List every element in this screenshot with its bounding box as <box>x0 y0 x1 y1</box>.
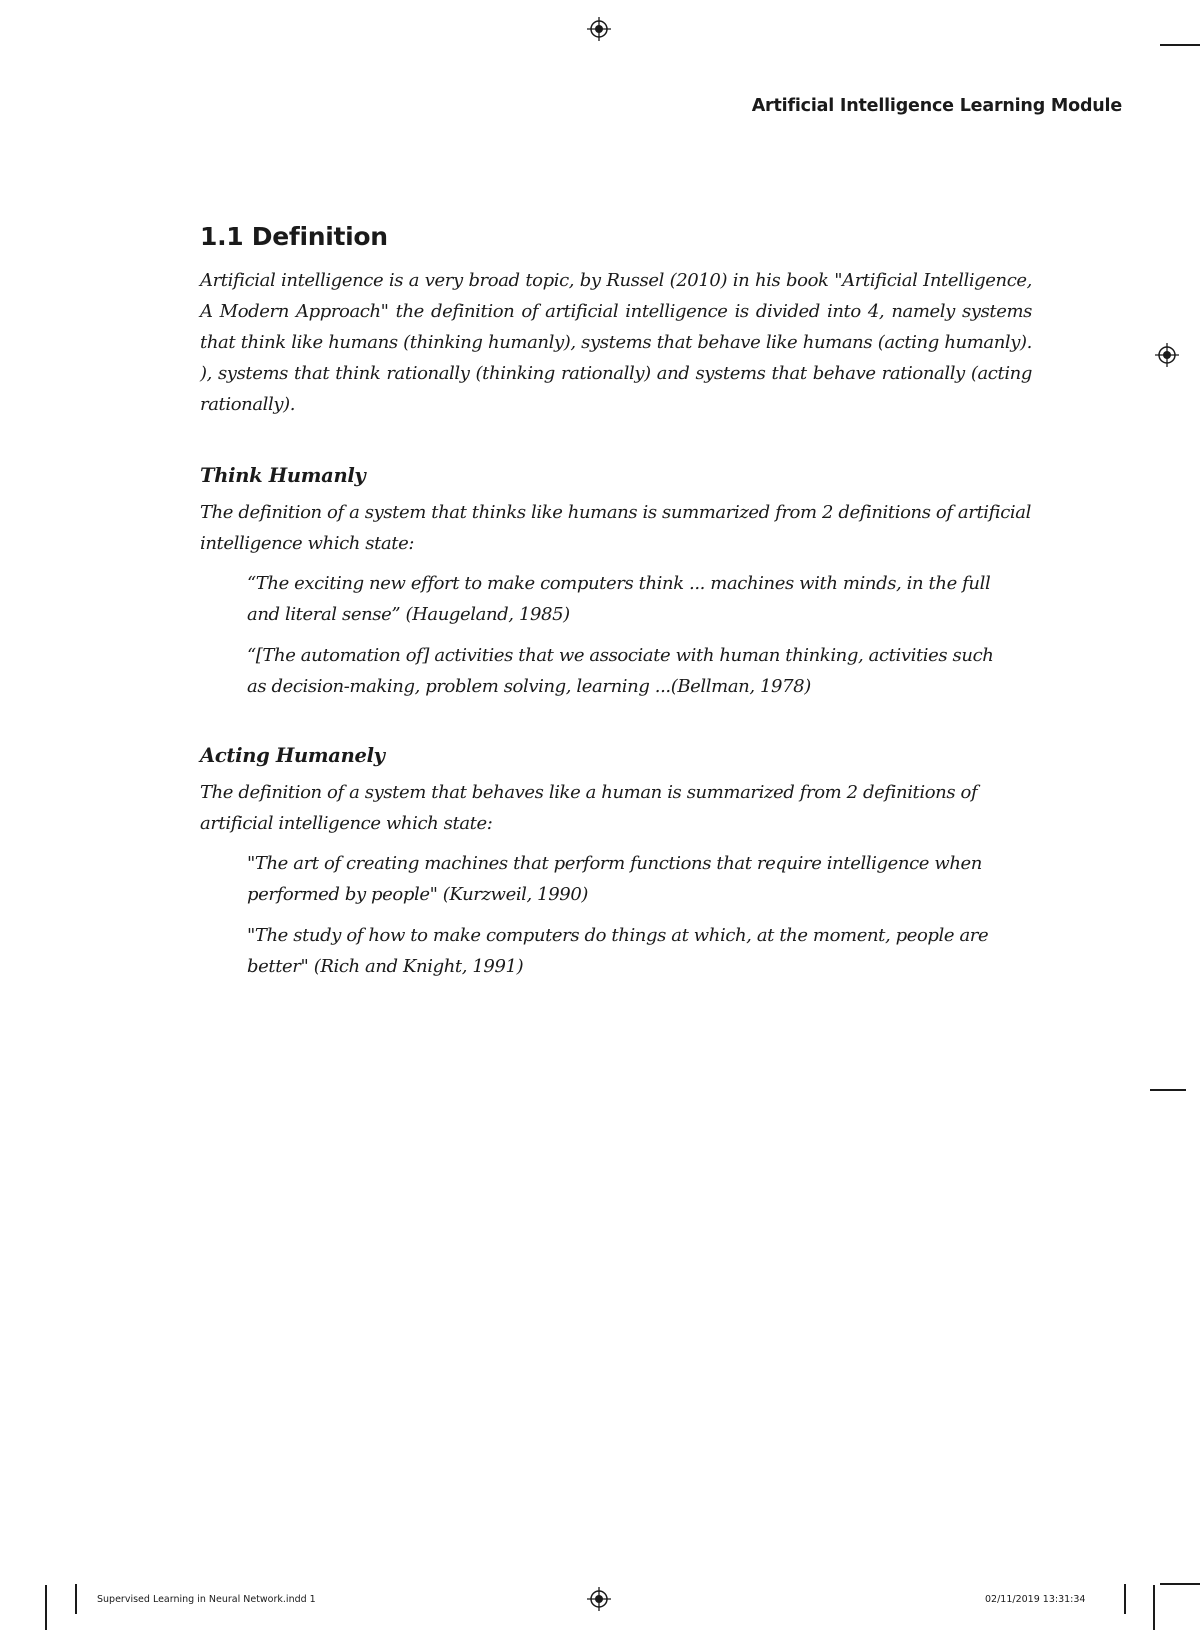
document-body <box>200 222 1032 992</box>
crop-mark <box>1150 1089 1186 1091</box>
crop-mark <box>45 1585 47 1630</box>
running-header: Artificial Intelligence Learning Module <box>751 96 1122 116</box>
crop-mark <box>75 1584 77 1614</box>
quote-kurzweil: "The art of creating machines that perform functions that require intelligence when performed by people" (Kurzweil, 1990) <box>247 853 982 905</box>
crop-mark <box>1160 1583 1200 1585</box>
crosshair-registration-icon <box>586 1586 612 1612</box>
crop-mark <box>1160 44 1200 46</box>
quote-rich-knight: "The study of how to make computers do things at which, at the moment, people are better" (Rich and Knight, 1991) <box>247 925 989 977</box>
crop-mark <box>1153 1585 1155 1630</box>
subsection-acting-humanely <box>200 740 1032 982</box>
crosshair-registration-icon <box>586 16 612 42</box>
crop-mark <box>1124 1584 1126 1614</box>
intro-paragraph: Artificial intelligence is a very broad topic, by Russel (2010) in his book "Artificial Intelligence, A Modern Approach" the definition of artificial intelligence is divided into 4, namely systems that think like humans (thinking humanly), systems that behave like humans (acting humanly). ), systems that think rationally (thinking rationally) and systems that behave rationally (acting rationally). <box>200 270 1032 415</box>
subsection-think-humanly <box>200 460 1032 702</box>
subsection-heading: Think Humanly <box>200 464 366 487</box>
subsection-lead: The definition of a system that behaves like a human is summarized from 2 definitions of artificial intelligence which state: <box>200 782 978 834</box>
subsection-heading: Acting Humanely <box>200 744 385 767</box>
section-title: 1.1 Definition <box>200 222 388 251</box>
quote-bellman: “[The automation of] activities that we associate with human thinking, activities such as decision-making, problem solving, learning ...(Bellman, 1978) <box>247 645 994 697</box>
crosshair-registration-icon <box>1154 342 1180 368</box>
slug-timestamp: 02/11/2019 13:31:34 <box>985 1594 1086 1605</box>
slug-file-name: Supervised Learning in Neural Network.indd 1 <box>97 1594 316 1605</box>
subsection-lead: The definition of a system that thinks like humans is summarized from 2 definitions of artificial intelligence which state: <box>200 502 1031 554</box>
quote-haugeland: “The exciting new effort to make computers think ... machines with minds, in the full and literal sense” (Haugeland, 1985) <box>247 573 991 625</box>
